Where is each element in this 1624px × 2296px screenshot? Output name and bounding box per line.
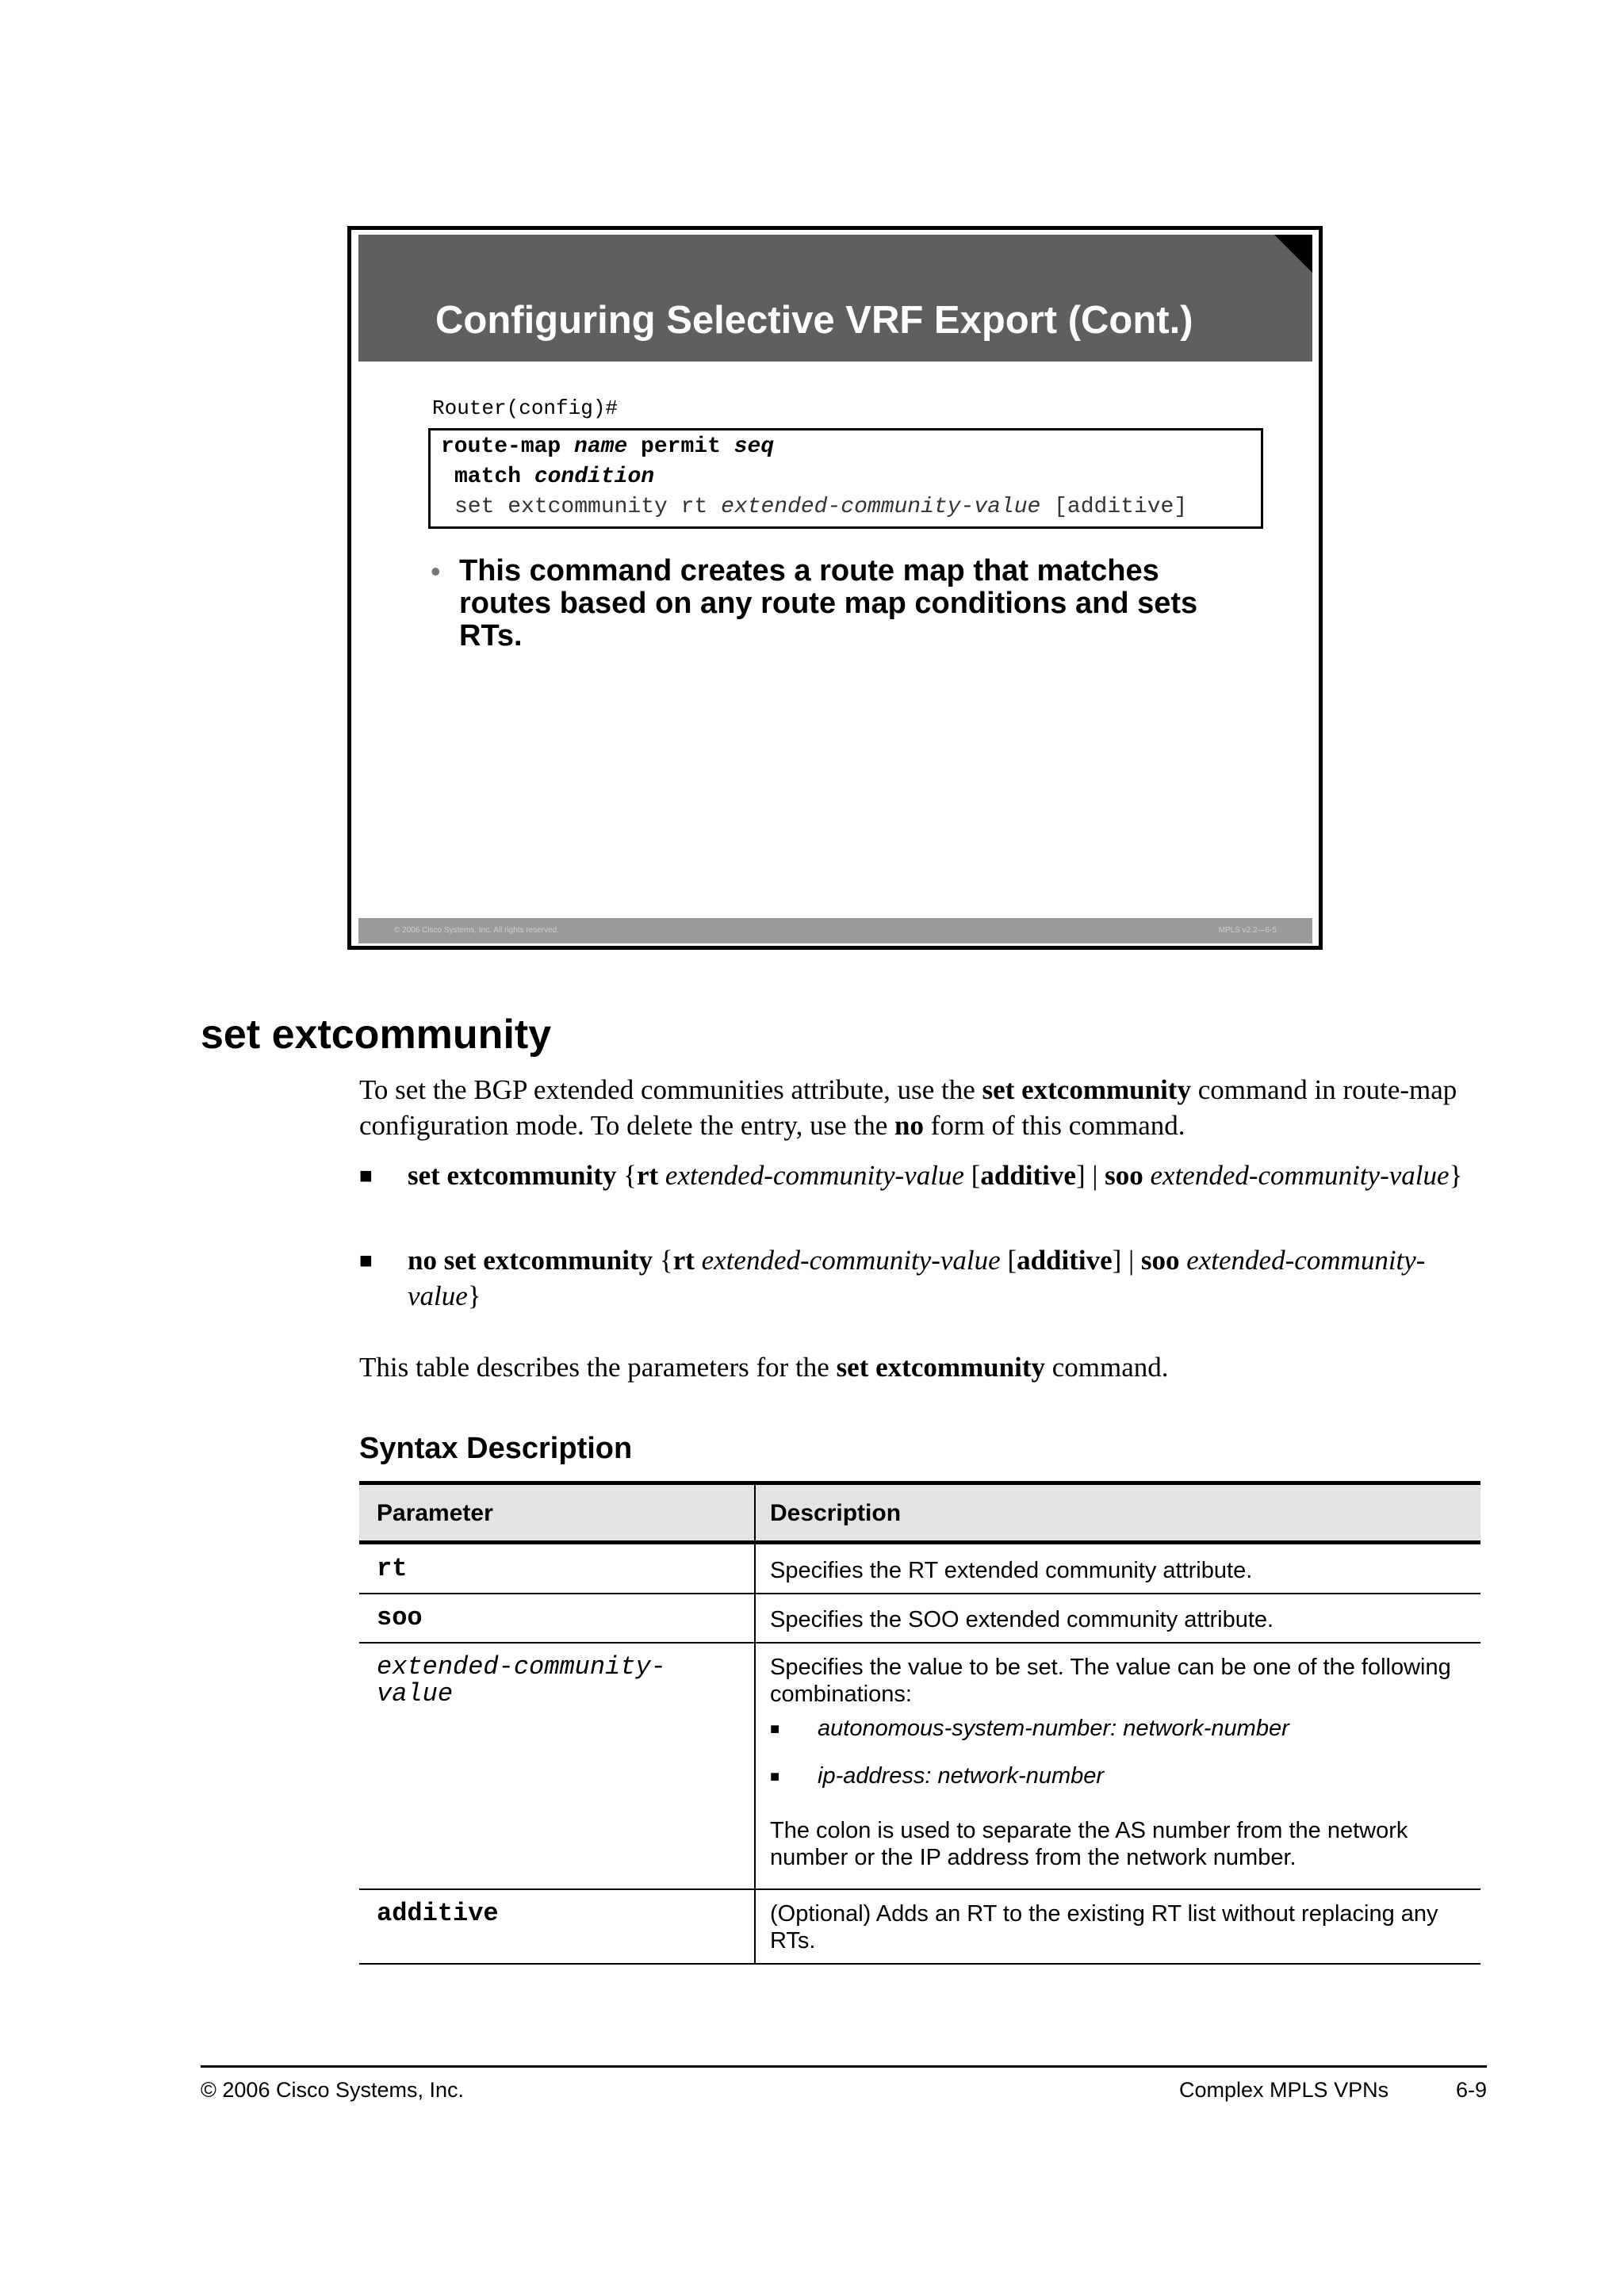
table-row-desc: (Optional) Adds an RT to the existing RT list without replacing any RTs. — [770, 1901, 1438, 1954]
syntax-set-extcommunity: set extcommunity {rt extended-community-value [additive] | soo extended-community-value} — [408, 1160, 1463, 1191]
code-line-route-map: route-map name permit seq — [441, 434, 775, 459]
table-top-rule — [359, 1481, 1480, 1485]
list-item: autonomous-system-number: network-number — [818, 1716, 1289, 1741]
router-prompt: Router(config)# — [432, 396, 619, 420]
table-row-param: extended-community-value — [377, 1652, 666, 1709]
syntax-bullet-icon: ■ — [359, 1164, 373, 1188]
table-title: Syntax Description — [359, 1432, 633, 1465]
footer-rule — [201, 2065, 1487, 2068]
list-bullet-icon: ■ — [770, 1768, 780, 1785]
table-bottom-rule — [359, 1963, 1480, 1965]
slide-bullet-text: This command creates a route map that matches routes based on any route map conditions and sets RTs. — [459, 554, 1198, 652]
table-row-desc: Specifies the SOO extended community attribute. — [770, 1607, 1274, 1632]
table-header-rule — [359, 1540, 1480, 1544]
table-row-rule — [359, 1593, 1480, 1594]
slide-header-bar — [358, 235, 1312, 362]
table-column-divider — [754, 1485, 756, 1965]
code-line-match: match condition — [454, 465, 655, 489]
slide-footer-bar — [358, 918, 1312, 943]
list-bullet-icon: ■ — [770, 1720, 780, 1738]
intro-paragraph: To set the BGP extended communities attribute, use the set extcommunity command in route-map configuration mode. To delete the entry, use the no form of this command. — [359, 1074, 1457, 1141]
table-row-rule — [359, 1642, 1480, 1644]
syntax-bullet-icon: ■ — [359, 1249, 373, 1273]
slide-corner-decoration — [1274, 235, 1312, 273]
slide-title: Configuring Selective VRF Export (Cont.) — [435, 299, 1193, 342]
table-header-description: Description — [770, 1500, 902, 1526]
table-header-parameter: Parameter — [377, 1500, 493, 1526]
footer-page-number: 6-9 — [1456, 2078, 1488, 2102]
table-intro-paragraph: This table describes the parameters for the set extcommunity command. — [359, 1352, 1169, 1383]
table-row-note: The colon is used to separate the AS number from the network number or the IP address from the network number. — [770, 1818, 1408, 1870]
syntax-no-set-extcommunity: no set extcommunity {rt extended-community-value [additive] | soo extended-community-value} — [408, 1245, 1426, 1311]
list-item: ip-address: network-number — [818, 1763, 1105, 1789]
footer-book-title: Complex MPLS VPNs — [1179, 2078, 1389, 2102]
command-syntax-box — [428, 428, 1263, 529]
section-heading: set extcommunity — [201, 1012, 552, 1058]
slide-footer-version: MPLS v2.2—6-5 — [1218, 926, 1277, 935]
code-line-set-extcommunity: set extcommunity rt extended-community-value [additive] — [454, 495, 1188, 519]
slide-bullet-icon: • — [431, 555, 441, 587]
slide-footer-copyright: © 2006 Cisco Systems, Inc. All rights reserved. — [394, 926, 560, 935]
slide-frame — [347, 226, 1323, 950]
table-row-param: rt — [377, 1554, 408, 1583]
table-row-param: additive — [377, 1899, 499, 1928]
table-row-param: soo — [377, 1603, 423, 1632]
table-row-desc: Specifies the RT extended community attribute. — [770, 1558, 1253, 1583]
table-header-background — [359, 1485, 1480, 1540]
table-row-rule — [359, 1888, 1480, 1890]
syntax-description-table — [359, 1481, 1480, 1965]
footer-copyright: © 2006 Cisco Systems, Inc. — [201, 2078, 465, 2102]
table-row-desc: Specifies the value to be set. The value can be one of the following combinations: — [770, 1655, 1451, 1707]
